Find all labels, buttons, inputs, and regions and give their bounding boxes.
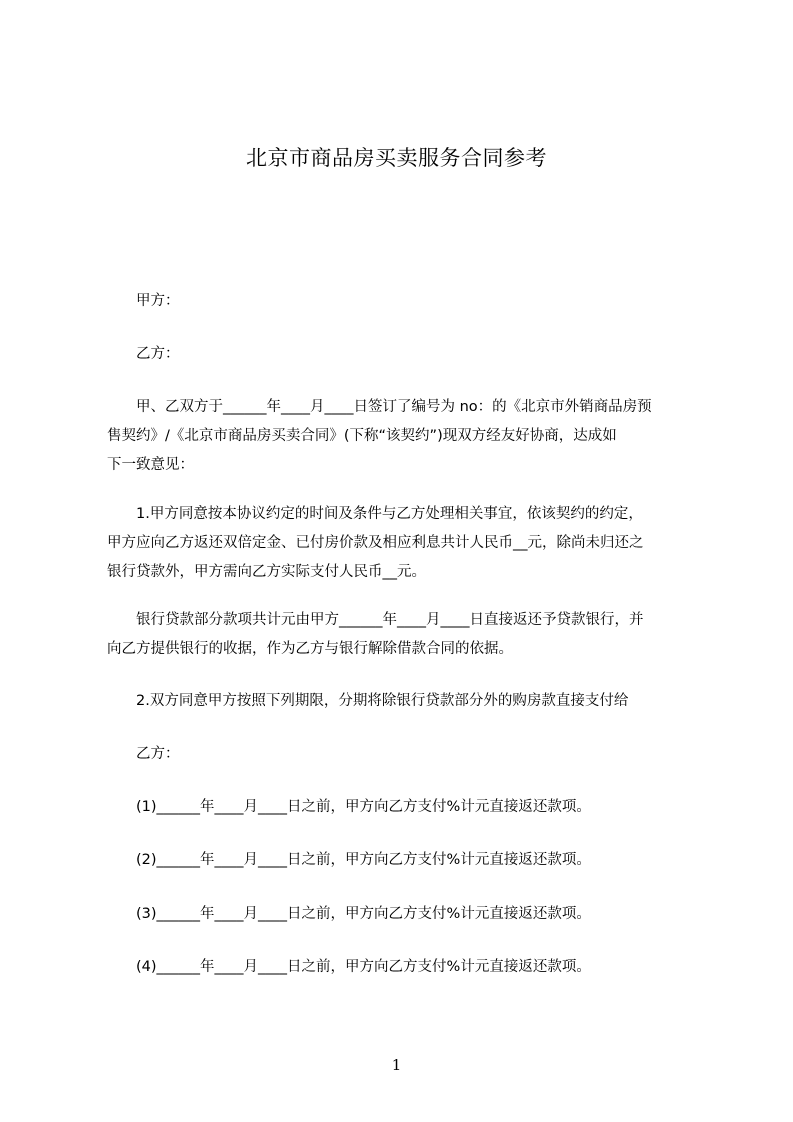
- clause-1-line: 甲方应向乙方返还双倍定金、已付房价款及相应利息共计人民币__元，除尚未归还之: [107, 535, 644, 551]
- party-b-label: 乙方：: [136, 346, 180, 362]
- clause-1-line: 银行贷款外，甲方需向乙方实际支付人民币__元。: [107, 564, 426, 580]
- installment-item: (1)______年____月____日之前，甲方向乙方支付%计元直接返还款项。: [136, 799, 591, 815]
- intro-line: 下一致意见：: [107, 457, 194, 473]
- party-a-label: 甲方：: [136, 293, 180, 309]
- loan-line: 银行贷款部分款项共计元由甲方______年____月____日直接返还予贷款银行，并: [136, 612, 644, 628]
- installment-item: (3)______年____月____日之前，甲方向乙方支付%计元直接返还款项。: [136, 906, 591, 922]
- intro-paragraph: [107, 393, 707, 480]
- document-title: 北京市商品房买卖服务合同参考: [246, 146, 547, 170]
- intro-line: 甲、乙双方于______年____月____日签订了编号为 no：的《北京市外销商品房预: [136, 399, 652, 415]
- installment-item: (2)______年____月____日之前，甲方向乙方支付%计元直接返还款项。: [136, 852, 591, 868]
- loan-paragraph: [107, 606, 707, 664]
- page-number: 1: [391, 1056, 402, 1074]
- party-b-label-2: 乙方：: [136, 746, 180, 762]
- clause-1-line: 1.甲方同意按本协议约定的时间及条件与乙方处理相关事宜，依该契约的约定，: [136, 506, 643, 522]
- installment-item: (4)______年____月____日之前，甲方向乙方支付%计元直接返还款项。: [136, 959, 591, 975]
- loan-line: 向乙方提供银行的收据，作为乙方与银行解除借款合同的依据。: [107, 641, 513, 657]
- clause-1-paragraph: [107, 500, 707, 587]
- intro-line: 售契约》/《北京市商品房买卖合同》(下称“该契约”)现双方经友好协商，达成如: [107, 428, 617, 444]
- clause-2-text: 2.双方同意甲方按照下列期限，分期将除银行贷款部分外的购房款直接支付给: [136, 693, 629, 709]
